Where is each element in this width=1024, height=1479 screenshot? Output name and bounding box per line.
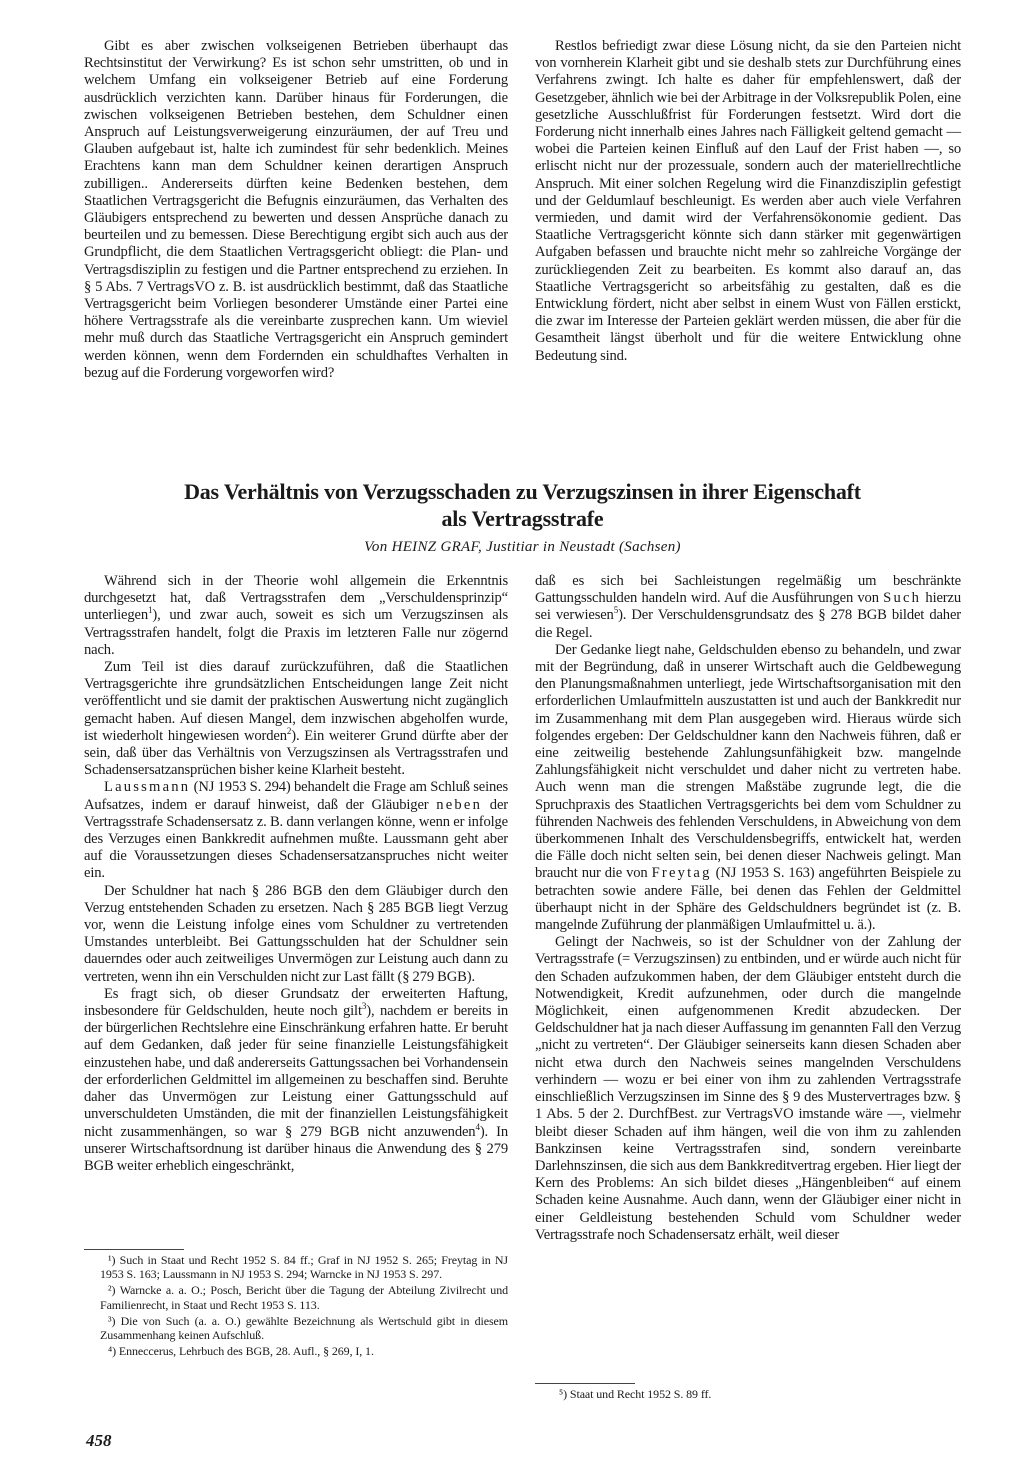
paragraph — [84, 659, 508, 779]
top-right-column — [535, 38, 961, 365]
text: ), und zwar auch, soweit es sich um Verzugszinsen als Vertragsstrafen handelt, folgt die Praxis im letzteren Falle nur zögernd nach. — [84, 607, 508, 658]
text: hierzu sei verwiesen — [535, 590, 961, 624]
footnote: ¹) Such in Staat und Recht 1952 S. 84 ff.; Graf in NJ 1952 S. 265; Freytag in NJ 1953 S. 163; Laussmann in NJ 1953 S. 294; Warncke in NJ 1953 S. 297. — [100, 1253, 508, 1282]
paragraph: Restlos befriedigt zwar diese Lösung nicht, da sie den Parteien nicht von vornherein Klarheit gibt und sie deshalb stets zur Durchführung eines Verfahrens zwingt. Ich halte es daher für empfehlenswert, daß der Gesetzgeber, ähnlich wie bei der Arbitrage in der Volksrepublik Polen, eine gesetzliche Ausschlußfrist für Forderungen festsetzt. Wird dort die Forderung nicht innerhalb eines Jahres nach Fälligkeit geltend gemacht — wobei die Parteien keinen Einfluß auf den Lauf der Frist haben —, so erlischt nicht nur der prozessuale, sondern auch der materiellrechtliche Anspruch. Mit einer solchen Regelung wird die Finanzdisziplin gefestigt und der Geldumlauf beschleunigt. Es werden aber auch viele Verfahren vermieden, und damit wird der Verfahrensökonomie gedient. Das Staatliche Vertragsgericht könnte sich dann stärker mit gegenwärtigen Aufgaben befassen und brauchte nicht mehr so zahlreiche Vorgänge der zurückliegenden Zeit zu bearbeiten. Es kommt also darauf an, das Staatliche Vertragsgericht so arbeitsfähig zu gestalten, daß es die Entwicklung fördert, nicht aber selbst in einem Wust von Fällen erstickt, die zwar im Interesse der Parteien geklärt werden müssen, die aber für die Gesamtheit längst überholt und für die weitere Entwicklung ohne Bedeutung sind. — [535, 38, 961, 364]
footnotes-left — [84, 1253, 508, 1360]
footnote-rule — [535, 1383, 635, 1384]
author-name: Such — [883, 590, 922, 607]
author-name: Freytag — [651, 865, 712, 882]
top-left-column — [84, 38, 508, 382]
footnote-ref: 1 — [148, 605, 153, 616]
text: ), nachdem er bereits in der bürgerlichen Rechtslehre eine Einschränkung erfahren hatte. Er beruht auf dem Gedanken, daß jeder für seine finanzielle Leistungsfähigkeit einzustehen habe, und daß andererseits Gattungssachen bei Vorhandensein der erforderlichen Geldmittel im allgemeinen zu beschaffen sind. Beruhte daher das Unvermögen zur Leistung einer Gattungsschuld auf unverschuldeten Umständen, die mit der finanziellen Leistungsfähigkeit nicht zusammenhängen, so war § 279 BGB nicht anzuwenden — [84, 1003, 508, 1140]
paragraph: Der Schuldner hat nach § 286 BGB den dem Gläubiger durch den Verzug entstehenden Schaden zu ersetzen. Nach § 285 BGB liegt Verzug vor, wenn die Leistung infolge eines vom Schuldner zu vertretenden Umstandes unterbleibt. Bei Gattungsschulden hat der Schuldner sein dauerndes oder auch zeitweiliges Unvermögen zur Leistung auch dann zu vertreten, wenn ihn ein Verschulden nicht zur Last fällt (§ 279 BGB). — [84, 882, 508, 985]
paragraph: Gelingt der Nachweis, so ist der Schuldner von der Zahlung der Vertragsstrafe (= Verzugszinsen) zu entbinden, und er würde auch nicht für den Schaden aufzukommen haben, der dem Gläubiger entsteht durch die Notwendigkeit, Kredit aufzunehmen, oder durch die mangelnde Möglichkeit, einen aufgenommenen Kredit abzudecken. Der Geldschuldner hat ja nach dieser Auffassung im genannten Fall den Verzug „nicht zu vertreten“. Der Gläubiger seinerseits kann diesen Schaden aber nicht etwa durch den Nachweis seines mangelnden Verschuldens verhindern — wozu er bei einer von ihm zu zahlenden Vertragsstrafe einschließlich Verzugszinsen im Sinne des § 9 des Mustervertrages bzw. § 1 Abs. 5 der 2. DurchfBest. zur VertragsVO imstande wäre —, vielmehr bleibt dieser Schaden auf ihm hängen, weil die von ihm zu zahlenden Bankzinsen keine Vertragsstrafen sind, sondern vereinbarte Darlehnszinsen, die sich aus dem Bankkreditvertrag ergeben. Hier liegt der Kern des Problems: An sich bildet dieses „Hängenbleiben“ auf einem Schaden keine Ausnahme. Auch dann, wenn der Gläubiger einer nicht in einer Geldleistung bestehenden Schuld vom Schuldner weder Vertragsstrafe noch Schadensersatz erhält, weil dieser — [535, 934, 961, 1243]
footnote: ⁴) Enneccerus, Lehrbuch des BGB, 28. Aufl., § 269, I, 1. — [108, 1344, 374, 1359]
paragraph — [535, 573, 961, 642]
paragraph — [535, 642, 961, 934]
footnote-ref: 3 — [361, 1001, 367, 1012]
text: ). Ein weiterer Grund dürfte aber der sein, daß über das Verhältnis von Verzugszinsen als Vertragsstrafen und Schadensersatzansprüchen bisher keine Klarheit besteht. — [84, 727, 508, 779]
text: Während sich in der Theorie wohl allgemein die Erkenntnis durchgesetzt hat, daß Vertragsstrafen dem „Verschuldensprinzip“ unterliegen — [84, 573, 508, 624]
title-line-2: als Vertragsstrafe — [441, 506, 604, 531]
article-left-column — [84, 573, 508, 1175]
paragraph — [84, 573, 508, 659]
paragraph — [84, 986, 508, 1175]
text: ). In unserer Wirtschaftsordnung ist darüber hinaus die Anwendung des § 279 BGB weiter erheblich eingeschränkt, — [84, 1123, 508, 1174]
footnote-rule — [84, 1249, 184, 1250]
footnote: ³) Die von Such (a. a. O.) gewählte Bezeichnung als Wertschuld gibt in diesem Zusammenhang keinen Aufschluß. — [100, 1313, 508, 1343]
paragraph — [84, 779, 508, 882]
text: Zum Teil ist dies darauf zurückzuführen, daß die Staatlichen Vertragsgerichte ihre grundsätzlichen Entscheidungen lange Zeit nicht veröffentlicht und sie damit der praktischen Auswertung nicht zugänglich gemacht haben. Auf diesen Mangel, dem inzwischen abgeholfen wurde, ist wiederholt hingewiesen worden — [84, 659, 508, 744]
footnotes-right — [535, 1387, 961, 1403]
text: (NJ 1953 S. 163) angeführten Beispiele zu betrachten sowie andere Fälle, bei denen das Fehlen der Geldmittel überhaupt nicht in der Sphäre des Geldschuldners begründet ist (z. B. mangelnde Zuführung der planmäßigen Umlaufmittel u. ä.). — [535, 865, 962, 934]
footnote: ⁵) Staat und Recht 1952 S. 89 ff. — [559, 1387, 712, 1401]
text: ). Der Verschuldensgrundsatz des § 278 BGB bildet daher die Regel. — [535, 607, 961, 641]
text: daß es sich bei Sachleistungen regelmäßig um beschränkte Gattungsschulden handeln wird. Auf die Ausführungen von — [535, 573, 961, 607]
author-name: Laussmann — [104, 779, 191, 796]
article-heading — [84, 478, 961, 556]
paragraph: Gibt es aber zwischen volkseigenen Betrieben überhaupt das Rechtsinstitut der Verwirkung? Es ist schon sehr umstritten, ob und in welchem Umfang ein volkseigener Betrieb auf eine Forderung ausdrücklich verzichten kann. Darüber hinaus für Forderungen, die zwischen volkseigenen Betrieben bestehen, dem Schuldner einen Anspruch auf Leistungsverweigerung einzuräumen, der auf Treu und Glauben aufgebaut ist, halte ich zumindest für sehr bedenklich. Meines Erachtens kann man dem Schuldner keinen derartigen Anspruch zubilligen.. Andererseits dürften keine Bedenken bestehen, dem Staatlichen Vertragsgericht die Befugnis einzuräumen, das Verhalten des Gläubigers entsprechend zu bewerten und dessen Ansprüche danach zu beurteilen und zu bemessen. Diese Berechtigung ergibt sich auch aus der Grundpflicht, die dem Staatlichen Vertragsgericht obliegt: die Plan- und Vertragsdisziplin zu festigen und die Partner entsprechend zu erziehen. In § 5 Abs. 7 VertragsVO z. B. ist ausdrücklich bestimmt, daß das Staatliche Vertragsgericht beim Vorliegen besonderer Umstände einer Partei eine höhere Vertragsstrafe als die vereinbarte zusprechen kann. Um wieviel mehr muß durch das Staatliche Vertragsgericht ein Anspruch gemindert werden können, wenn dem Fordernden ein schuldhaftes Verhalten in bezug auf die Forderung vorgeworfen wird? — [84, 38, 508, 381]
text: Der Gedanke liegt nahe, Geldschulden ebenso zu behandeln, und zwar mit der Begründung, daß in unserer Wirtschaft auch die Geldbewegung den Planungsmaßnahmen unterliegt, jede Wirtschaftsorganisation mit den erforderlichen Umlaufmitteln auszustatten ist und auch der Bankkredit nur im Zusammenhang mit dem Plan ausgegeben wird. Hieraus würde sich folgendes ergeben: Der Geldschuldner kann den Nachweis führen, daß er eine zeitweilig bestehende Zahlungsunfähigkeit bzw. mangelnde Zahlungsfähigkeit nicht verschuldet und daher nicht zu vertreten habe. Auch wenn man die strengen Maßstäbe zugrunde legt, die die Spruchpraxis des Staatlichen Vertragsgerichts bei dem vom Schuldner zu führenden Nachweis des fehlenden Verschuldens, in Abweichung von dem überkommenen Inhalt des Verschuldensbegriffs, entwickelt hat, werden die Fälle doch nicht selten sein, bei denen dieser Nachweis gelingt. Man braucht nur die von — [535, 641, 961, 882]
text: (NJ 1953 S. 294) behandelt die Frage am Schluß seines Aufsatzes, indem er darauf hinweist, daß der Gläubiger — [84, 779, 508, 813]
footnote: ²) Warncke a. a. O.; Posch, Bericht über die Tagung der Abteilung Zivilrecht und Familienrecht, in Staat und Recht 1953 S. 113. — [100, 1283, 508, 1312]
article-right-column — [535, 573, 961, 1244]
article-title — [84, 478, 961, 532]
footnote-ref: 5 — [613, 605, 619, 616]
text: Es fragt sich, ob dieser Grundsatz der erweiterten Haftung, insbesondere für Geldschulden, heute noch gilt — [84, 985, 508, 1020]
footnote-ref: 4 — [475, 1121, 480, 1132]
emphasis: neben — [436, 796, 483, 813]
footnote-ref: 2 — [286, 725, 292, 736]
byline: Von HEINZ GRAF, Justitiar in Neustadt (Sachsen) — [364, 539, 681, 555]
page-number: 458 — [86, 1431, 112, 1450]
text: der Vertragsstrafe Schadensersatz z. B. dann verlangen könne, wenn er infolge des Verzuges einen Bankkredit aufnehmen mußte. Laussmann geht aber auf die Voraussetzungen dieses Schadensersatzanspruches nicht weiter ein. — [84, 796, 508, 882]
title-line-1: Das Verhältnis von Verzugsschaden zu Verzugszinsen in ihrer Eigenschaft — [184, 479, 861, 504]
